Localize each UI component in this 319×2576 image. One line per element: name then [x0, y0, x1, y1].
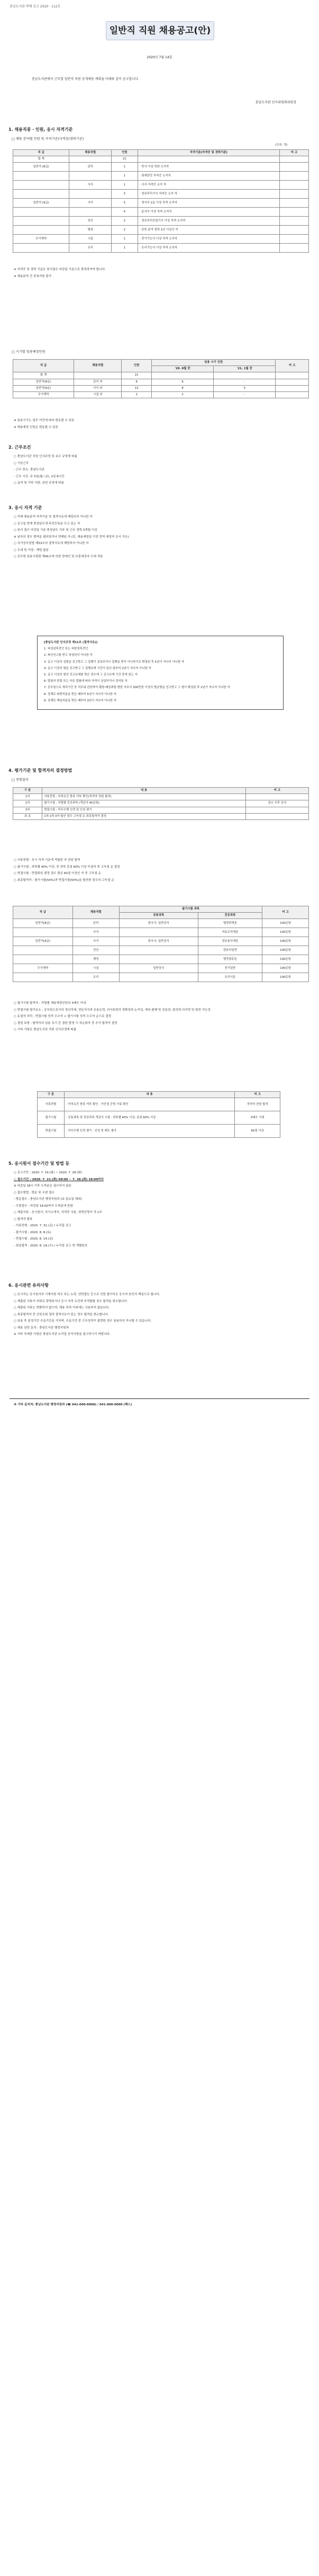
box-line: 7. 공무원으로 재직기간 중 직무와 관련하여 횡령·배임죄를 범한 자로서 300만원 이상의 벌금형을 선고받고 그 형이 확정된 후 2년이 지나지 아니한 자 — [44, 686, 230, 690]
table-cell: 일반직(8급) — [13, 379, 74, 385]
issuing-org: 충남도서관 인사위원회위원장 — [255, 101, 296, 104]
body-line: - 방문접수 : 충남도서관 행정지원과 (토·일요일 제외) — [14, 1198, 82, 1201]
body-line: ○ 제출된 서류는 반환하지 않으며, 채용 목적 이외에는 사용하지 않습니다. — [14, 1306, 110, 1309]
table-cell — [279, 217, 308, 226]
table-cell — [276, 385, 309, 391]
table-cell: 무기계약 — [13, 964, 73, 973]
table-row — [13, 235, 309, 244]
table-cell: · 회계관련 자격증 소지자 — [138, 172, 279, 181]
box-line: 5. 금고 이상의 형의 선고유예를 받은 경우에 그 선고유예 기간 중에 있는 자 — [44, 673, 138, 676]
table-cell: 관리 — [69, 163, 112, 172]
section-3-heading: 3. 응시 자격 기준 — [8, 505, 42, 510]
table-row — [38, 1098, 280, 1111]
table-cell: 1차·2차·3차 합산 점수 고득점 순 최종합격자 결정 — [42, 813, 246, 819]
table-cell — [279, 190, 308, 199]
note-line: ※ 채용분야 간 중복지원 불가 — [14, 274, 52, 278]
table-cell — [13, 973, 73, 982]
qualification-table — [13, 149, 309, 253]
process-table — [13, 787, 309, 820]
body-line: ○ 기타 사항은 충남도서관 직원 인사규정에 따름 — [14, 1028, 77, 1031]
table-row — [13, 181, 309, 190]
table-cell: · 정사서 2급 이상 자격 소지자 — [138, 199, 279, 208]
table-total-cell — [151, 372, 213, 379]
page-title: 일반직 직원 채용공고(안) — [106, 21, 214, 40]
table-cell: 100문항 — [262, 946, 309, 955]
table-header: 채용직렬 — [69, 150, 112, 156]
body-line: ○ 접수기간 : 2020. 7. 21.(화) 09:00 ~ 7. 28.(화) 18:00까지 — [14, 1178, 104, 1181]
table-cell — [279, 208, 308, 217]
table-cell: 전산 — [72, 946, 119, 955]
table-cell — [13, 244, 69, 253]
body-line: - 서류전형 : 2020. 7. 31.(금) / 누리집 공고 — [14, 1224, 71, 1227]
table-cell: · 관련 분야 경력 1년 이상인 자 — [138, 226, 279, 235]
body-line: ○ 공고일 현재 충청남도에 주민등록을 두고 있는 자 — [14, 522, 80, 525]
table-cell: 필기시험 — [38, 1111, 65, 1125]
body-line: ○ 공무원 임용시험령 제45조에 의한 장애인 및 보훈대상자 우대 적용 — [14, 555, 103, 558]
table-cell: 행정법총론 — [198, 955, 262, 964]
table-subheader: 전공과목 — [198, 913, 262, 919]
body-line: - 필기시험 : 2020. 8. 8.(토) — [14, 1231, 51, 1234]
table-total-cell: 합 계 — [13, 156, 69, 163]
table-cell — [13, 217, 69, 226]
table-cell — [13, 181, 69, 190]
table-header: 인원 — [111, 150, 138, 156]
table-cell: · 직무수행 능력 평가 · 인성 및 태도 평가 — [64, 1125, 234, 1138]
table-cell — [279, 235, 308, 244]
table-cell: 무기계약 — [13, 391, 74, 398]
body-line: ○ 접수방법 : 방문 및 우편 접수 — [14, 1191, 54, 1195]
table-cell: · 전기기능사 이상 자격 소지자 — [138, 235, 279, 244]
table-cell: 정보봉사개론 — [198, 937, 262, 946]
table-cell: 1 — [111, 181, 138, 190]
table-row — [13, 946, 309, 955]
table-cell: 조리이론 — [198, 973, 262, 982]
divider — [10, 1398, 309, 1399]
table-cell: · 정보처리기사 자격증 소지 자 — [138, 190, 279, 199]
table-header: 자격기준(자격증 및 경력기준) — [138, 150, 279, 156]
table-cell: · 자격요건 충족 여부 확인 · 가산점 증빙 서류 확인 — [64, 1098, 234, 1111]
table-cell: 일반직(9급) — [13, 385, 74, 391]
body-line: - 최종합격 : 2020. 8. 19.(수) / 누리집 공고 및 개별통보 — [14, 1244, 88, 1247]
section-5-body — [14, 1171, 310, 1250]
table-row — [13, 199, 309, 208]
section-2-heading: 2. 근무조건 — [8, 445, 31, 450]
body-line: ○ 임용 후 일정기간 수습기간을 거치며, 수습기간 중 근무성적이 불량한 경우 임용하지 아니할 수 있습니다. — [14, 1320, 152, 1323]
table-header: 비 고 — [276, 360, 309, 372]
body-line: ○ 응시자는 응시원서의 기재사항 착오 또는 누락, 연락불능 등으로 인한 불이익은 응시자 본인의 책임으로 합니다. — [14, 1293, 160, 1296]
table-cell: 조리 — [72, 973, 119, 982]
table-header: 내 용 — [64, 1092, 234, 1098]
note-line: ※ 자격증 및 경력 기준은 원서접수 마감일 기준으로 충족하여야 합니다. — [14, 268, 106, 271]
table-row — [13, 807, 309, 813]
table-header: 채용직렬 — [72, 906, 119, 919]
table-cell: 한국사, 일반상식 — [119, 919, 198, 928]
note-line: ※ 임용시기는 업무 여건에 따라 변동될 수 있음 — [14, 419, 75, 422]
table-row — [13, 973, 309, 982]
section-5-heading: 5. 응시원서 접수기간 및 방법 등 — [8, 1161, 70, 1166]
table-row — [38, 1125, 280, 1138]
table-cell — [119, 928, 198, 937]
section-1-heading: 1. 채용직종 · 인원, 응시 자격기준 — [8, 127, 73, 132]
table-row — [13, 163, 309, 172]
schedule-sub: □ 시기별 임용예정인원 — [12, 350, 45, 354]
table-cell: 적격자 전원 합격 — [235, 1098, 280, 1111]
body-line: ○ 서류전형 : 응시 자격 기준에 적합한 자 전원 합격 — [14, 859, 80, 862]
exam-subject-table — [13, 906, 309, 982]
table-cell — [13, 172, 69, 181]
table-cell: 3차 — [13, 807, 42, 813]
table-total-cell — [214, 372, 276, 379]
table-cell: 필기시험 : 직렬별 전공과목 (객관식 40문항) — [42, 800, 246, 807]
table-cell — [69, 190, 112, 199]
table-cell: - — [214, 391, 276, 398]
table-cell: 100문항 — [262, 964, 309, 973]
table-total-cell: 합 계 — [13, 372, 74, 379]
table-cell — [13, 226, 69, 235]
table-cell — [245, 807, 308, 813]
table-cell: 장소 추후 공지 — [245, 800, 308, 807]
body-line: ○ 공고기간 : 2020. 7. 14.(화) ~ 2020. 7. 28.(화) — [14, 1171, 83, 1174]
table-row — [13, 226, 309, 235]
box-line: 1. 피성년후견인 또는 피한정후견인 — [44, 647, 88, 651]
body-line: ○ 결원 보충 : 합격자의 임용 포기 등 결원 발생 시 차순위자 중 추가 합격자 결정 — [14, 1021, 117, 1025]
table-row — [13, 208, 309, 217]
body-line: ○ 면접시험 평가요소 : 공무원으로서의 정신자세, 전문지식과 응용능력, 의사표현의 정확성과 논리성, 예의·품행 및 성실성, 창의력·의지력 및 발전 가능성 — [14, 1008, 211, 1012]
table-header: 비 고 — [235, 1092, 280, 1098]
table-cell: - — [214, 379, 276, 385]
table-header: 내 용 — [42, 788, 246, 794]
table-cell — [69, 172, 112, 181]
doc-number: 충남도서관 학예 공고 2020 - 112호 — [10, 5, 61, 8]
box-line: 4. 금고 이상의 형을 선고받고 그 집행유예 기간이 끝난 날부터 2년이 지나지 아니한 자 — [44, 666, 151, 670]
table-header: 인원 — [122, 360, 152, 372]
body-line: ○ 원서 접수 마감일 기준 충청남도 거주 및 근무 경력 3개월 이상 — [14, 529, 97, 532]
table-cell: 한국사, 일반상식 — [119, 937, 198, 946]
table-cell: 무기계약 — [13, 235, 69, 244]
table-cell — [279, 226, 308, 235]
body-line: ○ 기본근무 — [14, 461, 29, 465]
table-row — [13, 813, 309, 819]
table-cell — [245, 813, 308, 819]
table-cell: · 정보처리산업기사 이상 자격 소지자 — [138, 217, 279, 226]
table-cell: 4 — [111, 208, 138, 217]
section-1-sub: □ 채용 분야별 인원 및 자격기준(자격증/경력기준) — [12, 137, 84, 141]
section-6-body — [14, 1293, 310, 1339]
table-row — [13, 190, 309, 199]
table-cell: · 사서 자격증 소지 자 — [138, 181, 279, 190]
table-cell: 행정학개론 — [198, 919, 262, 928]
table-total-cell: 21 — [122, 372, 152, 379]
box-line: 9. 징계로 해임처분을 받은 때부터 3년이 지나지 아니한 자 — [44, 699, 116, 702]
table-header: 직 급 — [13, 360, 74, 372]
table-cell: 행정 — [69, 226, 112, 235]
table-cell: 100문항 — [262, 937, 309, 946]
table-header: 직 급 — [13, 906, 73, 919]
body-line: ○ 아래 채용분야 자격기준 및 결격사유에 해당되지 아니한 자 — [14, 515, 93, 519]
table-cell: · 공통과목 및 전공과목 객관식 시험 · 과목별 40% 이상, 총점 60% 이상 — [64, 1111, 234, 1125]
table-cell: 사서 — [72, 928, 119, 937]
table-cell: 1 — [111, 163, 138, 172]
table-cell: 1차 — [13, 794, 42, 800]
table-cell — [279, 163, 308, 172]
body-line: ○ 필기시험 : 과목별 40% 이상, 전 과목 총점 60% 이상 득점자 중 고득점 순 결정 — [14, 865, 120, 869]
table-cell: 사서 — [69, 199, 112, 208]
table-cell: · 준사서 이상 자격 소지자 — [138, 208, 279, 217]
table-cell: 컴퓨터일반 — [198, 946, 262, 955]
table-cell: 5 — [214, 385, 276, 391]
table-cell: 100문항 — [262, 919, 309, 928]
section-4-heading: 4. 평가기준 및 합격자의 결정방법 — [8, 768, 72, 773]
table-cell: 2 — [111, 217, 138, 226]
body-line: ○ 면접시험 : 면접위원 평정 점수 평균 60점 이상인 자 중 고득점 순 — [14, 872, 101, 875]
unit-label: (단위: 명) — [275, 144, 288, 147]
table-cell: 시설 — [69, 235, 112, 244]
table-row — [13, 217, 309, 226]
table-cell: 1 — [111, 172, 138, 181]
body-line: ○ 최종합격자 중 신원조회 결과 결격사유가 있는 경우 합격을 취소합니다. — [14, 1313, 109, 1316]
body-line: ○ 최종합격자 : 필기시험(50%)과 면접시험(50%)을 합산한 점수의 고득점 순 — [14, 878, 114, 882]
table-cell — [69, 208, 112, 217]
section-6-heading: 6. 응시관련 유의사항 — [8, 1283, 49, 1288]
section-3-body — [14, 515, 310, 561]
table-cell: · 학사 이상 학위 소지자 — [138, 163, 279, 172]
table-cell — [245, 794, 308, 800]
announcement-date: 2020년 7월 14일 — [147, 56, 172, 59]
table-cell — [119, 946, 198, 955]
section-2-body — [14, 454, 310, 488]
table-subheader: 공통과목 — [119, 913, 198, 919]
table-cell: 5 — [111, 199, 138, 208]
table-row — [13, 391, 309, 398]
table-cell: 8 — [151, 385, 213, 391]
body-line: ○ 제출된 서류가 허위로 판명되거나 응시 자격 요건에 부적합할 경우 합격을 취소합니다. — [14, 1299, 128, 1303]
table-row — [13, 385, 309, 391]
table-cell — [119, 973, 198, 982]
table-row — [13, 937, 309, 946]
table-row — [13, 244, 309, 253]
table-cell: 3 — [111, 190, 138, 199]
schedule-table — [13, 359, 309, 398]
table-total-cell — [74, 372, 122, 379]
box-line: 6. 법원의 판결 또는 다른 법률에 따라 자격이 상실되거나 정지된 자 — [44, 680, 127, 683]
table-row — [13, 928, 309, 937]
table-cell — [13, 208, 69, 217]
intro-text: 충남도서관에서 근무할 일반직 직원 공개채용 계획을 아래와 같이 공고합니다. — [32, 77, 139, 81]
table-cell: 2 — [122, 391, 152, 398]
schedule-notes — [14, 418, 310, 432]
table-cell: 사서 외 — [74, 385, 122, 391]
body-line: ○ 제출서류 : 응시원서, 자기소개서, 자격증 사본, 경력증명서 각 1부 — [14, 1211, 102, 1214]
table-cell: 2 — [151, 391, 213, 398]
table-cell: 2차 — [13, 800, 42, 807]
table-header: 임용 시기 인원 — [151, 360, 275, 366]
body-line: ○ 동점자 처리 : 면접시험 성적 우수자 > 필기시험 성적 우수자 순으로 결정 — [14, 1015, 112, 1018]
table-cell: 6 — [151, 379, 213, 385]
body-line: ○ 국가공무원법 제33조의 결격사유에 해당하지 아니한 자 — [14, 542, 89, 545]
table-cell: 60점 이상 — [235, 1125, 280, 1138]
table-cell: 일반직(9급) — [13, 937, 73, 946]
table-cell: 전산 — [69, 217, 112, 226]
table-cell: 1 — [111, 244, 138, 253]
table-header: 비 고 — [279, 150, 308, 156]
body-line: - 근무 장소: 충남도서관 — [14, 468, 44, 471]
table-cell — [279, 181, 308, 190]
table-cell — [279, 172, 308, 181]
box-line: 8. 징계로 파면처분을 받은 때부터 5년이 지나지 아니한 자 — [44, 692, 116, 696]
table-cell — [279, 244, 308, 253]
table-cell — [13, 928, 73, 937]
table-header: 직 급 — [13, 150, 69, 156]
body-line: - 면접시험 : 2020. 8. 14.(금) — [14, 1237, 53, 1241]
table-subheader: '21. 1월 중 — [214, 366, 276, 372]
section-4-body — [14, 858, 310, 885]
table-cell: 시설 — [72, 964, 119, 973]
table-cell: 최 종 — [13, 813, 42, 819]
disqualification-box — [37, 636, 284, 710]
table-cell: · 조리기능사 이상 자격 소지자 — [138, 244, 279, 253]
table-cell: 일반직 (9급) — [13, 199, 69, 208]
table-subheader: '20. 8월 중 — [151, 366, 213, 372]
table-cell: 자료조직개론 — [198, 928, 262, 937]
table-cell — [279, 199, 308, 208]
table-total-cell — [279, 156, 308, 163]
table-row — [13, 955, 309, 964]
table-cell: 서류전형 — [38, 1098, 65, 1111]
table-cell: 6 — [122, 379, 152, 385]
table-cell: 관리 — [72, 919, 119, 928]
note-line: ※ 채용예정 인원은 변동될 수 있음 — [14, 425, 58, 429]
table-header: 필기시험 과목 — [119, 906, 262, 913]
table-header: 구 분 — [38, 1092, 65, 1098]
table-cell — [119, 955, 198, 964]
table-header: 채용직렬 — [74, 360, 122, 372]
table-cell: 일반직(8급) — [13, 919, 73, 928]
table-row — [13, 794, 309, 800]
table-row — [13, 919, 309, 928]
table-cell: 면접시험 : 직무수행 능력 및 인성 평가 — [42, 807, 246, 813]
body-line: ○ 급여 및 기타 사항: 관련 규정에 따름 — [14, 482, 64, 485]
body-line: ※ 마감일 18시 이후 도착분은 접수하지 않음 — [14, 1184, 71, 1188]
table-row — [38, 1111, 280, 1125]
table-cell: 관리 외 — [74, 379, 122, 385]
contact-info: ※ 기타 문의처: 충남도서관 행정지원과 (☎ 041-000-0000) / 041-000-0000 (팩스) — [14, 1403, 132, 1406]
table-cell — [13, 946, 73, 955]
box-line: [충남도서관 인사규정 제11조 (결격사유)] — [44, 641, 98, 644]
body-line: ○ 합격자 발표 — [14, 1217, 33, 1221]
table-cell: 1 — [111, 235, 138, 244]
table-header: 비 고 — [262, 906, 309, 919]
table-cell — [276, 379, 309, 385]
evaluation-box-table — [37, 1091, 280, 1138]
table-cell: 사서 — [69, 181, 112, 190]
body-line: ※ 기타 자세한 사항은 충남도서관 누리집 공지사항을 참고하시기 바랍니다. — [14, 1333, 111, 1336]
table-total-cell — [276, 372, 309, 379]
table-cell: 행정 — [72, 955, 119, 964]
table-cell: 2 — [111, 226, 138, 235]
table-total-cell — [69, 156, 112, 163]
table-cell: 시설 외 — [74, 391, 122, 398]
table-cell: 사서 — [72, 937, 119, 946]
box-line: 3. 금고 이상의 실형을 선고받고 그 집행이 종료되거나 집행을 받지 아니하기로 확정된 후 5년이 지나지 아니한 자 — [44, 660, 185, 664]
body-line: - 우편접수 : 마감일 18:00까지 도착분에 한함 — [14, 1204, 73, 1208]
table-header: 구 분 — [13, 788, 42, 794]
body-line: ○ 충남도서관 직원 인사규정 및 보수 규정에 따름 — [14, 455, 77, 458]
table-cell: 3배수 이내 — [235, 1111, 280, 1125]
body-line: - 근무 시간: 주 5일(월~금), 1일 8시간 — [14, 475, 65, 478]
table-cell — [276, 391, 309, 398]
body-line: ○ 우대 및 가점 : 해당 없음 — [14, 548, 49, 552]
table-cell — [13, 190, 69, 199]
table-cell: 서류전형 : 자격요건 충족 여부 확인(적격자 전원 합격) — [42, 794, 246, 800]
table-cell: 전기일반 — [198, 964, 262, 973]
table-cell: 13 — [122, 385, 152, 391]
table-cell: 일반상식 — [119, 964, 198, 973]
body-line: ○ 필기시험 합격자 : 직렬별 채용예정인원의 3배수 이내 — [14, 1002, 86, 1005]
table-total-cell — [138, 156, 279, 163]
table-row — [13, 964, 309, 973]
table-cell: 100문항 — [262, 955, 309, 964]
section-4-sub: □ 전형절차 — [12, 778, 29, 782]
table-total-cell: 21 — [111, 156, 138, 163]
table-cell — [13, 955, 73, 964]
body-line: ○ 채용 관련 문의 : 충남도서관 행정지원과 — [14, 1326, 69, 1330]
table-notes — [14, 268, 310, 281]
table-cell: 조리 — [69, 244, 112, 253]
table-row — [13, 800, 309, 807]
table-row — [13, 172, 309, 181]
table-row — [13, 379, 309, 385]
table-cell: 면접시험 — [38, 1125, 65, 1138]
body-line: ※ 남자의 경우 병역을 필하였거나 면제된 자 (단, 채용예정일 이전 전역 예정자 응시 가능) — [14, 535, 129, 539]
table-header: 비 고 — [245, 788, 308, 794]
section-4-extra — [14, 1001, 310, 1035]
table-cell: 100문항 — [262, 973, 309, 982]
box-line: 2. 파산선고를 받고 복권되지 아니한 자 — [44, 654, 93, 657]
table-cell: 100문항 — [262, 928, 309, 937]
table-cell: 일반직 (8급) — [13, 163, 69, 172]
